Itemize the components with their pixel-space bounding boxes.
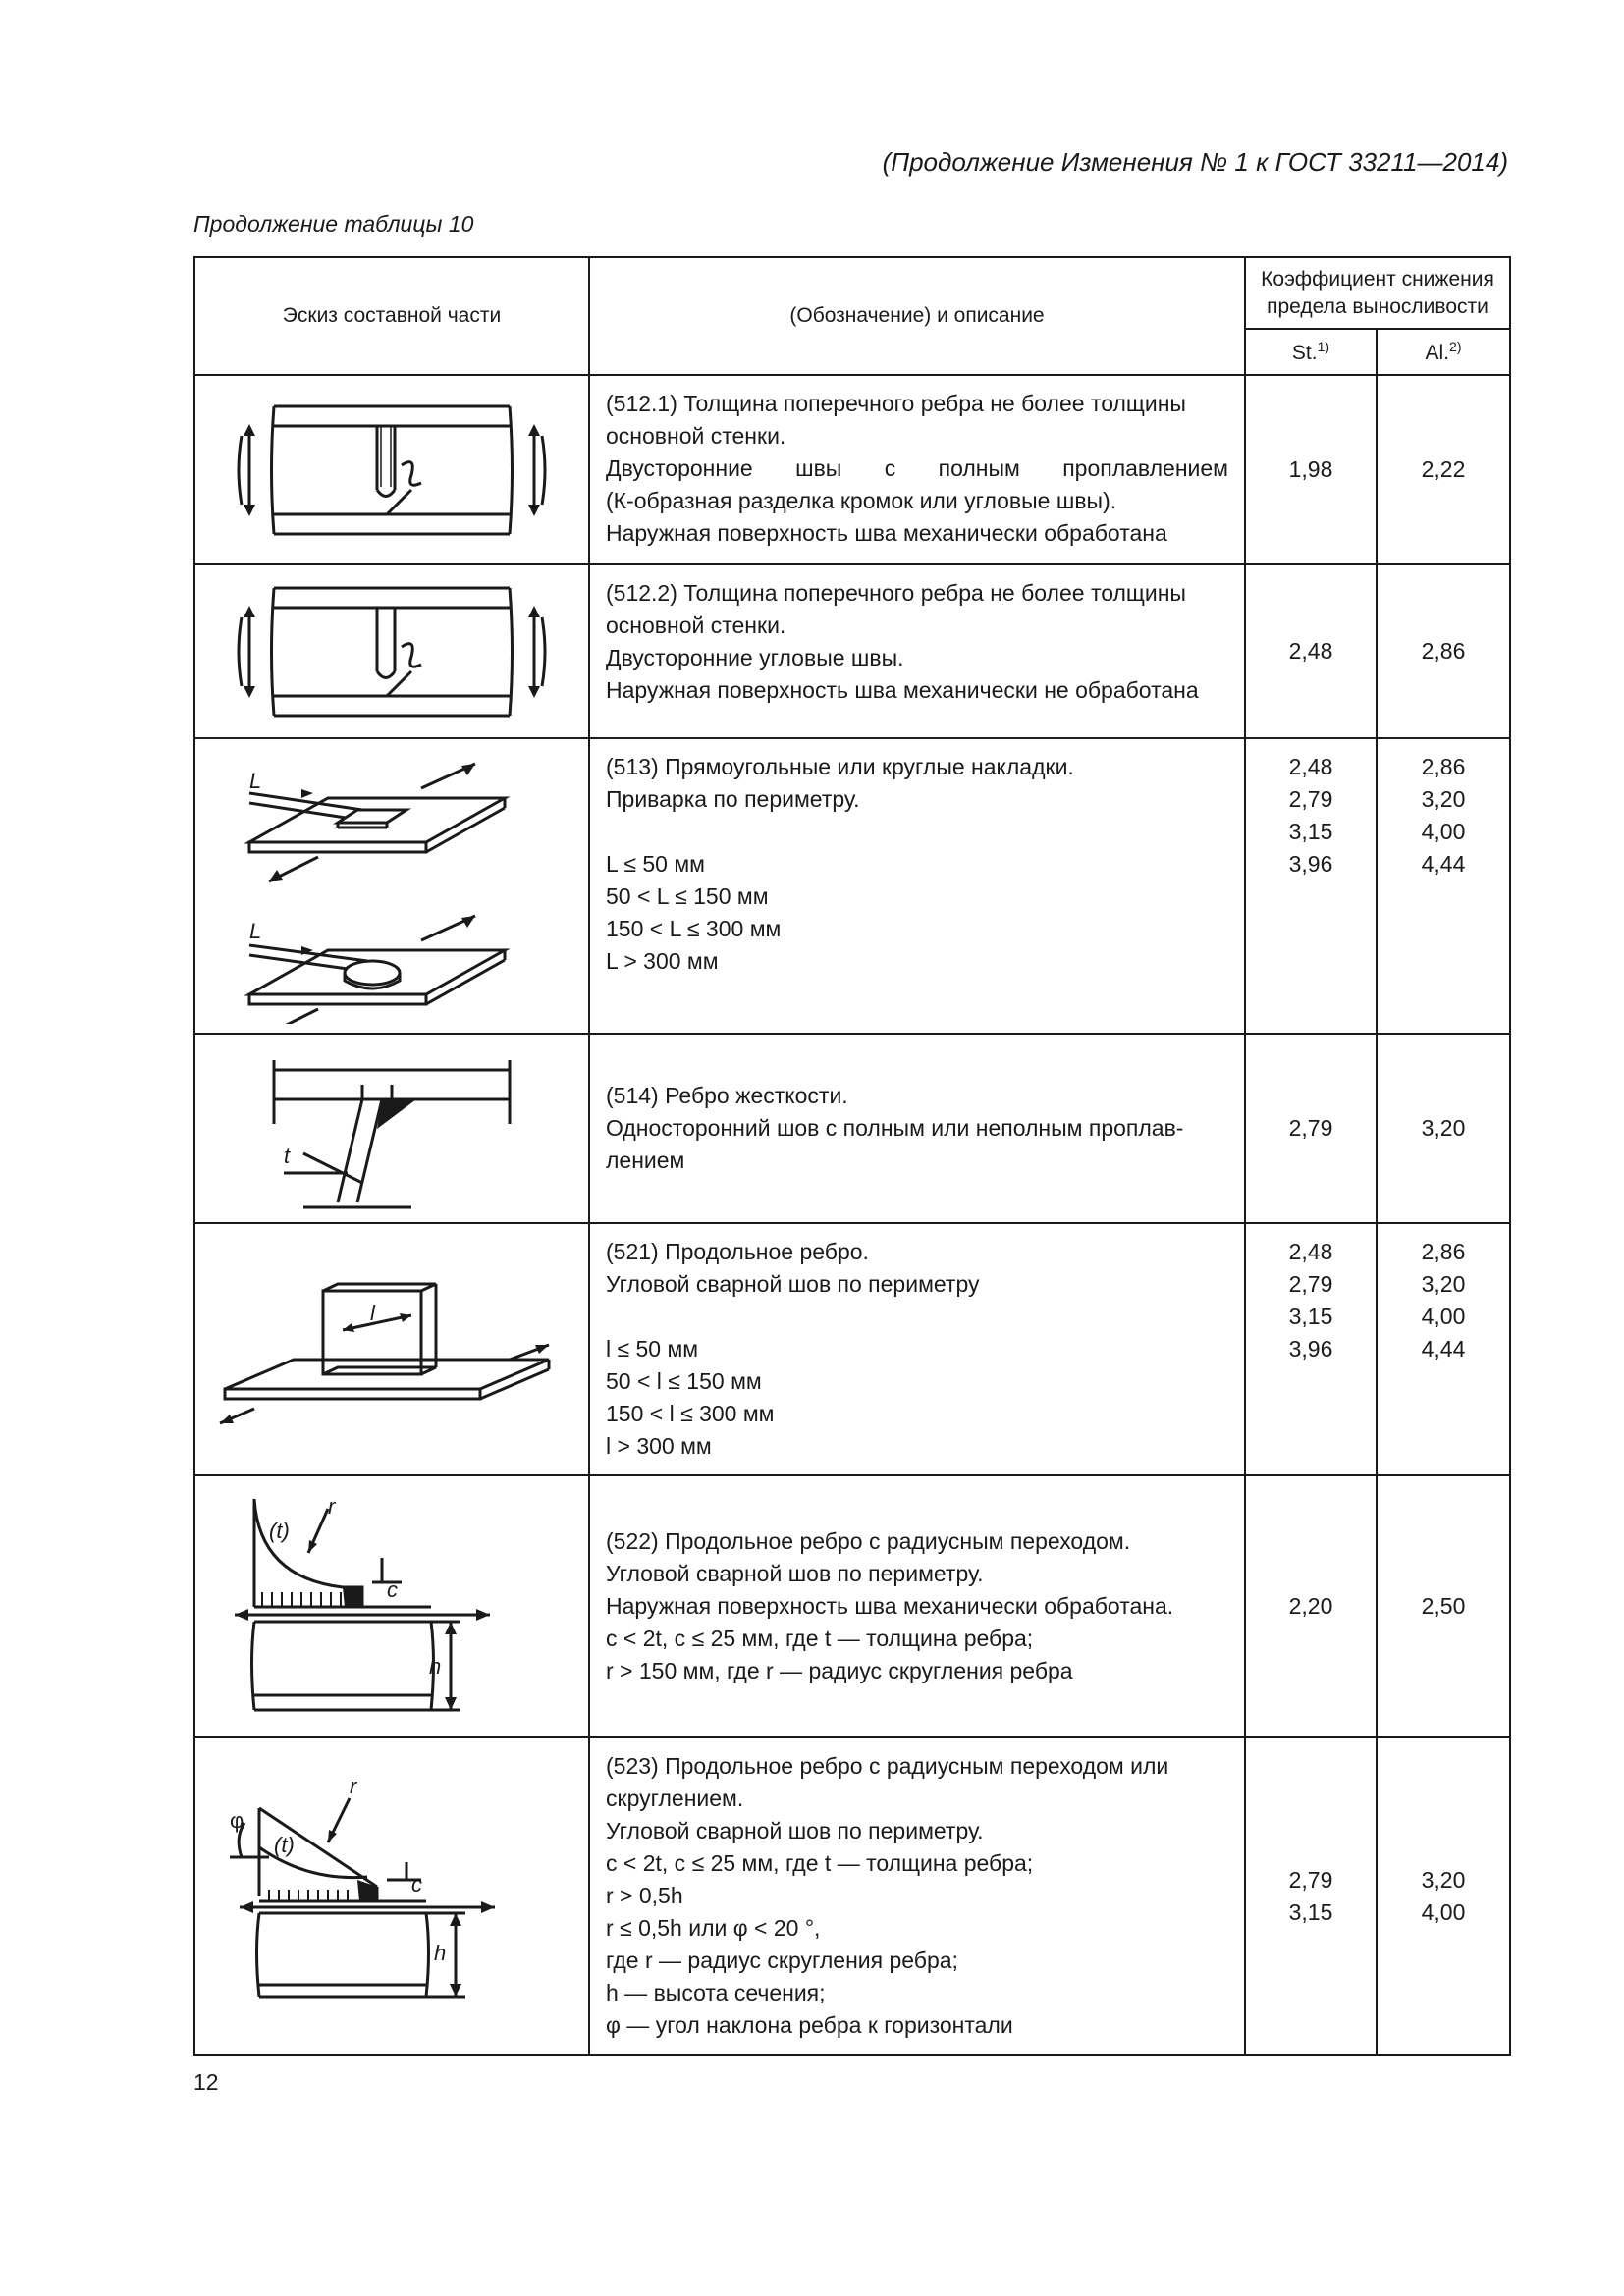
st-value: 2,20 <box>1245 1475 1377 1737</box>
desc-line: (512.1) Толщина поперечного ребра не более толщины основной стенки. <box>606 391 1186 449</box>
condition: l ≤ 50 мм <box>606 1336 699 1362</box>
st-value: 2,79 <box>1288 1271 1333 1297</box>
radius-rib-sketch <box>235 1489 549 1725</box>
al-value: 2,50 <box>1377 1475 1510 1737</box>
sketch-label: r <box>328 1493 336 1519</box>
al-value: 3,20 <box>1377 1034 1510 1223</box>
sketch-522 <box>194 1475 589 1737</box>
sketch-label: t <box>284 1143 291 1168</box>
page-number: 12 <box>193 2069 219 2095</box>
condition: 150 < L ≤ 300 мм <box>606 916 782 941</box>
desc-line: Приварка по периметру. <box>606 786 860 812</box>
al-value: 4,00 <box>1421 1304 1466 1329</box>
col-header-sketch: Эскиз составной части <box>194 257 589 375</box>
sketch-514 <box>194 1034 589 1223</box>
desc-line: (514) Ребро жесткости. <box>606 1083 848 1108</box>
desc-line: Двусторонние угловые швы. <box>606 645 904 670</box>
desc-line: Двусторонние швы с полным проплавлением <box>606 455 1228 481</box>
al-value: 2,86 <box>1377 564 1510 738</box>
sketch-label: L <box>249 918 262 943</box>
fatigue-table <box>193 256 1511 2056</box>
header-note: (Продолжение Изменения № 1 к ГОСТ 33211—2014) <box>882 147 1508 177</box>
table-row <box>194 1034 1510 1223</box>
al-value: 4,00 <box>1421 1898 1466 1925</box>
desc-line: (512.2) Толщина поперечного ребра не более толщины основной стенки. <box>606 580 1186 638</box>
desc-line: (513) Прямоугольные или круглые накладки. <box>606 754 1074 779</box>
sketch-label: L <box>249 768 262 793</box>
table-row <box>194 375 1510 564</box>
description-521 <box>589 1223 1245 1475</box>
col-header-description: (Обозначение) и описание <box>589 257 1245 375</box>
condition: 50 < l ≤ 150 мм <box>606 1368 762 1394</box>
sketch-label: (t) <box>274 1832 295 1857</box>
desc-line: c < 2t, c ≤ 25 мм, где t — толщина ребра; <box>606 1626 1034 1651</box>
description-512-2 <box>589 564 1245 738</box>
al-value: 2,86 <box>1421 754 1466 779</box>
st-value: 2,48 <box>1288 1239 1333 1264</box>
sketch-512-2 <box>194 564 589 738</box>
description-512-1 <box>589 375 1245 564</box>
desc-line: r > 0,5h <box>606 1883 683 1908</box>
st-value: 2,79 <box>1288 1866 1333 1893</box>
desc-line: Угловой сварной шов по периметру. <box>606 1561 984 1586</box>
st-value: 3,96 <box>1288 851 1333 877</box>
sketch-521 <box>194 1223 589 1475</box>
st-values <box>1245 1223 1377 1475</box>
table-row <box>194 1737 1510 2055</box>
col-header-st: St.$^{1)}$ <box>1245 329 1377 375</box>
desc-line: где r — радиус скругления ребра; <box>606 1948 958 1973</box>
description-513 <box>589 738 1245 1034</box>
stiffener-sketch <box>244 1045 539 1212</box>
desc-line: Угловой сварной шов по периметру. <box>606 1818 984 1843</box>
desc-line: Односторонний шов с полным или неполным проплав- <box>606 1115 1184 1141</box>
cover-plate-sketch <box>230 749 554 1024</box>
sketch-523 <box>194 1737 589 2055</box>
st-value: 2,48 <box>1288 754 1333 779</box>
desc-line: r ≤ 0,5h или φ < 20 °, <box>606 1915 821 1941</box>
st-values <box>1245 738 1377 1034</box>
desc-line: (523) Продольное ребро с радиусным переходом или скруглением. <box>606 1753 1169 1811</box>
condition: 150 < l ≤ 300 мм <box>606 1401 775 1426</box>
sketch-512-1 <box>194 375 589 564</box>
sketch-label: h <box>434 1940 447 1965</box>
sketch-label: c <box>387 1576 398 1602</box>
sketch-label: l <box>370 1300 375 1325</box>
sketch-label: c <box>411 1871 422 1896</box>
al-values <box>1377 738 1510 1034</box>
st-value: 3,15 <box>1288 1898 1333 1925</box>
st-value: 2,79 <box>1245 1034 1377 1223</box>
desc-line: Наружная поверхность шва механически обработана. <box>606 1593 1174 1619</box>
desc-line: r > 150 мм, где r — радиус скругления ребра <box>606 1658 1073 1683</box>
st-value: 2,79 <box>1288 786 1333 812</box>
st-value: 3,15 <box>1288 819 1333 844</box>
desc-line: Наружная поверхность шва механически обработана <box>606 520 1167 546</box>
al-value: 2,86 <box>1421 1239 1466 1264</box>
desc-line: (521) Продольное ребро. <box>606 1239 869 1264</box>
al-value: 3,20 <box>1421 1866 1466 1893</box>
al-values <box>1377 1737 1510 2055</box>
al-value: 4,00 <box>1421 819 1466 844</box>
transverse-rib-sketch <box>230 397 554 544</box>
description-523 <box>589 1737 1245 2055</box>
table-caption: Продолжение таблицы 10 <box>193 211 474 237</box>
st-value: 1,98 <box>1245 375 1377 564</box>
table-row <box>194 564 1510 738</box>
transverse-rib-sketch <box>230 578 554 725</box>
longitudinal-rib-sketch <box>215 1252 568 1448</box>
al-value: 3,20 <box>1421 786 1466 812</box>
condition: 50 < L ≤ 150 мм <box>606 883 769 909</box>
st-value: 3,96 <box>1288 1336 1333 1362</box>
sketch-label: φ <box>230 1807 244 1833</box>
table-row <box>194 1475 1510 1737</box>
desc-line: Угловой сварной шов по периметру <box>606 1271 980 1297</box>
condition: l > 300 мм <box>606 1433 712 1459</box>
desc-line: φ — угол наклона ребра к горизонтали <box>606 2012 1013 2038</box>
st-value: 3,15 <box>1288 1304 1333 1329</box>
al-value: 4,44 <box>1421 851 1466 877</box>
st-values <box>1245 1737 1377 2055</box>
radius-rib-angle-sketch <box>230 1764 554 2029</box>
table-row <box>194 738 1510 1034</box>
al-value: 4,44 <box>1421 1336 1466 1362</box>
col-header-al: Al.$^{2)}$ <box>1377 329 1510 375</box>
al-value: 3,20 <box>1421 1271 1466 1297</box>
desc-line: Наружная поверхность шва механически не обработана <box>606 677 1199 703</box>
desc-line: лением <box>606 1148 685 1173</box>
desc-line: (522) Продольное ребро с радиусным переходом. <box>606 1528 1131 1554</box>
al-value: 2,22 <box>1377 375 1510 564</box>
st-value: 2,48 <box>1245 564 1377 738</box>
sketch-label: (t) <box>269 1518 290 1543</box>
condition: L ≤ 50 мм <box>606 851 705 877</box>
sketch-label: h <box>429 1653 442 1679</box>
desc-line: c < 2t, c ≤ 25 мм, где t — толщина ребра; <box>606 1850 1034 1876</box>
sketch-513 <box>194 738 589 1034</box>
description-514 <box>589 1034 1245 1223</box>
al-values <box>1377 1223 1510 1475</box>
col-header-coefficient: Коэффициент снижения предела выносливости <box>1245 257 1510 329</box>
table-row <box>194 1223 1510 1475</box>
desc-line: (К-образная разделка кромок или угловые швы). <box>606 488 1117 513</box>
condition: L > 300 мм <box>606 948 719 974</box>
sketch-label: r <box>350 1773 357 1798</box>
description-522 <box>589 1475 1245 1737</box>
desc-line: h — высота сечения; <box>606 1980 826 2005</box>
